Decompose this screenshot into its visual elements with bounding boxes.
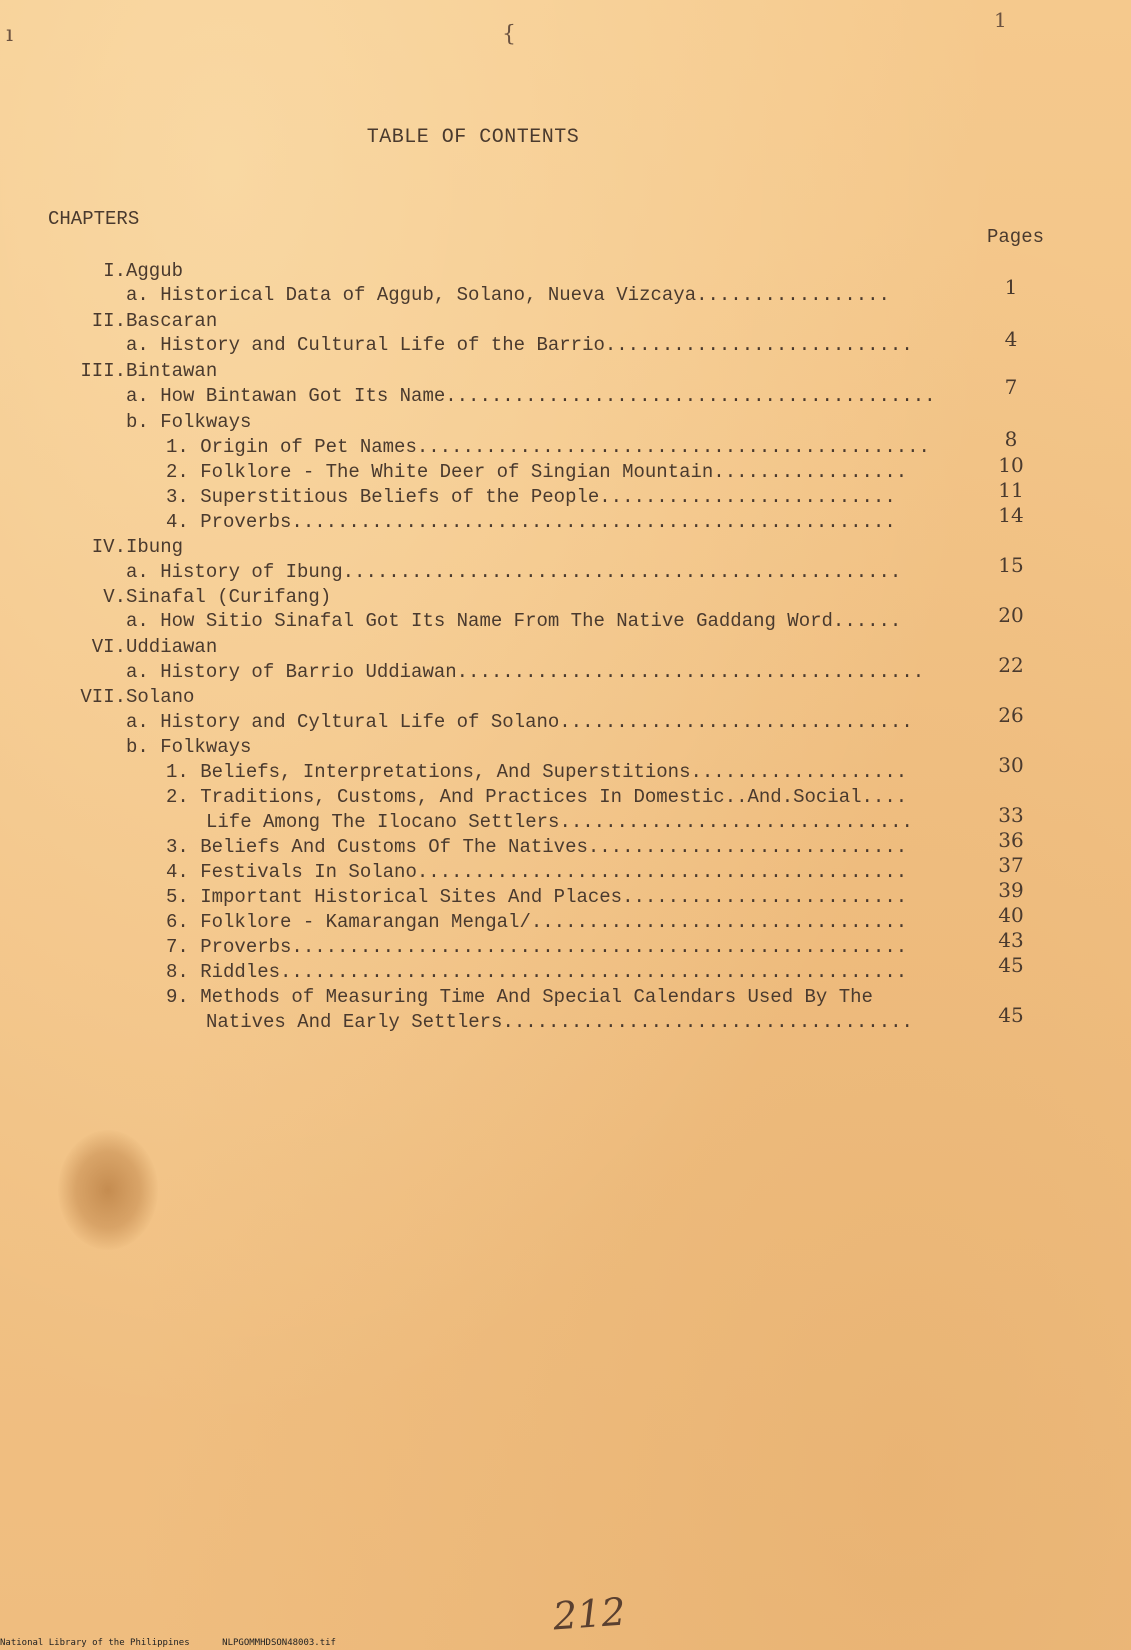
page-number: 43 bbox=[998, 928, 1024, 952]
page-number: 36 bbox=[998, 828, 1024, 852]
toc-entry: 1. Origin of Pet Names............................................. bbox=[166, 436, 930, 458]
chapter-number: VI. bbox=[91, 636, 126, 658]
chapter-title: Uddiawan bbox=[126, 636, 218, 658]
library-name: National Library of the Philippines bbox=[0, 1638, 190, 1648]
chapter-number: III. bbox=[80, 360, 126, 382]
margin-mark-left: ı bbox=[6, 22, 14, 47]
scan-footer bbox=[0, 1638, 336, 1648]
page-number: 10 bbox=[998, 453, 1024, 477]
toc-entry: 6. Folklore - Kamarangan Mengal/................................. bbox=[166, 911, 908, 933]
water-stain bbox=[58, 1130, 158, 1250]
chapter-title: Ibung bbox=[126, 536, 184, 558]
page-number: 26 bbox=[998, 703, 1024, 727]
corner-mark: 1 bbox=[994, 8, 1007, 32]
page-number: 45 bbox=[998, 1003, 1024, 1027]
toc-entry: a. History of Ibung................................................. bbox=[126, 561, 902, 583]
toc-entry: 3. Beliefs And Customs Of The Natives............................ bbox=[166, 836, 908, 858]
page-number: 1 bbox=[1004, 275, 1018, 299]
toc-entry: 2. Folklore - The White Deer of Singian Mountain................. bbox=[166, 461, 908, 483]
toc-entry: 1. Beliefs, Interpretations, And Superstitions................... bbox=[166, 761, 908, 783]
toc-entry: a. How Bintawan Got Its Name........................................... bbox=[126, 385, 936, 407]
toc-entry: a. How Sitio Sinafal Got Its Name From The Native Gaddang Word...... bbox=[126, 610, 902, 632]
page-number: 8 bbox=[1004, 427, 1018, 451]
pages-heading: Pages bbox=[987, 226, 1045, 248]
toc-entry: 8. Riddles....................................................... bbox=[166, 961, 908, 983]
toc-entry: 3. Superstitious Beliefs of the People.......................... bbox=[166, 486, 896, 508]
page-number: 33 bbox=[998, 803, 1024, 827]
page-number: 11 bbox=[998, 478, 1024, 502]
page-number: 39 bbox=[998, 878, 1024, 902]
chapter-title: Bascaran bbox=[126, 310, 218, 332]
chapter-title: Bintawan bbox=[126, 360, 218, 382]
chapter-number: IV. bbox=[91, 536, 126, 558]
page-number: 4 bbox=[1004, 327, 1018, 351]
page-number: 40 bbox=[998, 903, 1024, 927]
page-number: 20 bbox=[998, 603, 1024, 627]
chapters-heading: CHAPTERS bbox=[48, 208, 140, 230]
toc-subheading: b. Folkways bbox=[126, 736, 252, 758]
chapter-title: Aggub bbox=[126, 260, 184, 282]
page-number: 37 bbox=[998, 853, 1024, 877]
chapter-title: Sinafal (Curifang) bbox=[126, 586, 332, 608]
toc-entry: a. Historical Data of Aggub, Solano, Nueva Vizcaya................. bbox=[126, 284, 890, 306]
file-name: NLPGOMMHDSON48003.tif bbox=[222, 1638, 336, 1648]
toc-entry: 4. Festivals In Solano........................................... bbox=[166, 861, 908, 883]
chapter-title: Solano bbox=[126, 686, 195, 708]
page-title: TABLE OF CONTENTS bbox=[366, 126, 580, 149]
toc-entry-continued: Life Among The Ilocano Settlers............................... bbox=[206, 811, 913, 833]
page-number: 7 bbox=[1004, 375, 1018, 399]
handwritten-page-number: 212 bbox=[551, 1589, 627, 1639]
toc-entry: 5. Important Historical Sites And Places......................... bbox=[166, 886, 908, 908]
top-mark: { bbox=[502, 22, 516, 47]
chapter-number: II. bbox=[91, 310, 126, 332]
page-number: 45 bbox=[998, 953, 1024, 977]
toc-entry: 7. Proverbs...................................................... bbox=[166, 936, 908, 958]
page-number: 15 bbox=[998, 553, 1024, 577]
toc-subheading: b. Folkways bbox=[126, 411, 252, 433]
toc-entry: a. History of Barrio Uddiawan......................................... bbox=[126, 661, 925, 683]
chapter-number: I. bbox=[103, 260, 126, 282]
toc-entry: a. History and Cultural Life of the Barrio........................... bbox=[126, 334, 913, 356]
toc-entry-continued: Natives And Early Settlers.................................... bbox=[206, 1011, 913, 1033]
toc-entry: 2. Traditions, Customs, And Practices In Domestic..And.Social.... bbox=[166, 786, 908, 808]
page-number: 22 bbox=[998, 653, 1024, 677]
chapter-number: V. bbox=[103, 586, 126, 608]
chapter-number: VII. bbox=[80, 686, 126, 708]
toc-entry: 9. Methods of Measuring Time And Special Calendars Used By The bbox=[166, 986, 873, 1008]
toc-entry: a. History and Cyltural Life of Solano............................... bbox=[126, 711, 913, 733]
toc-entry: 4. Proverbs..................................................... bbox=[166, 511, 896, 533]
page-number: 14 bbox=[998, 503, 1024, 527]
page-number: 30 bbox=[998, 753, 1024, 777]
